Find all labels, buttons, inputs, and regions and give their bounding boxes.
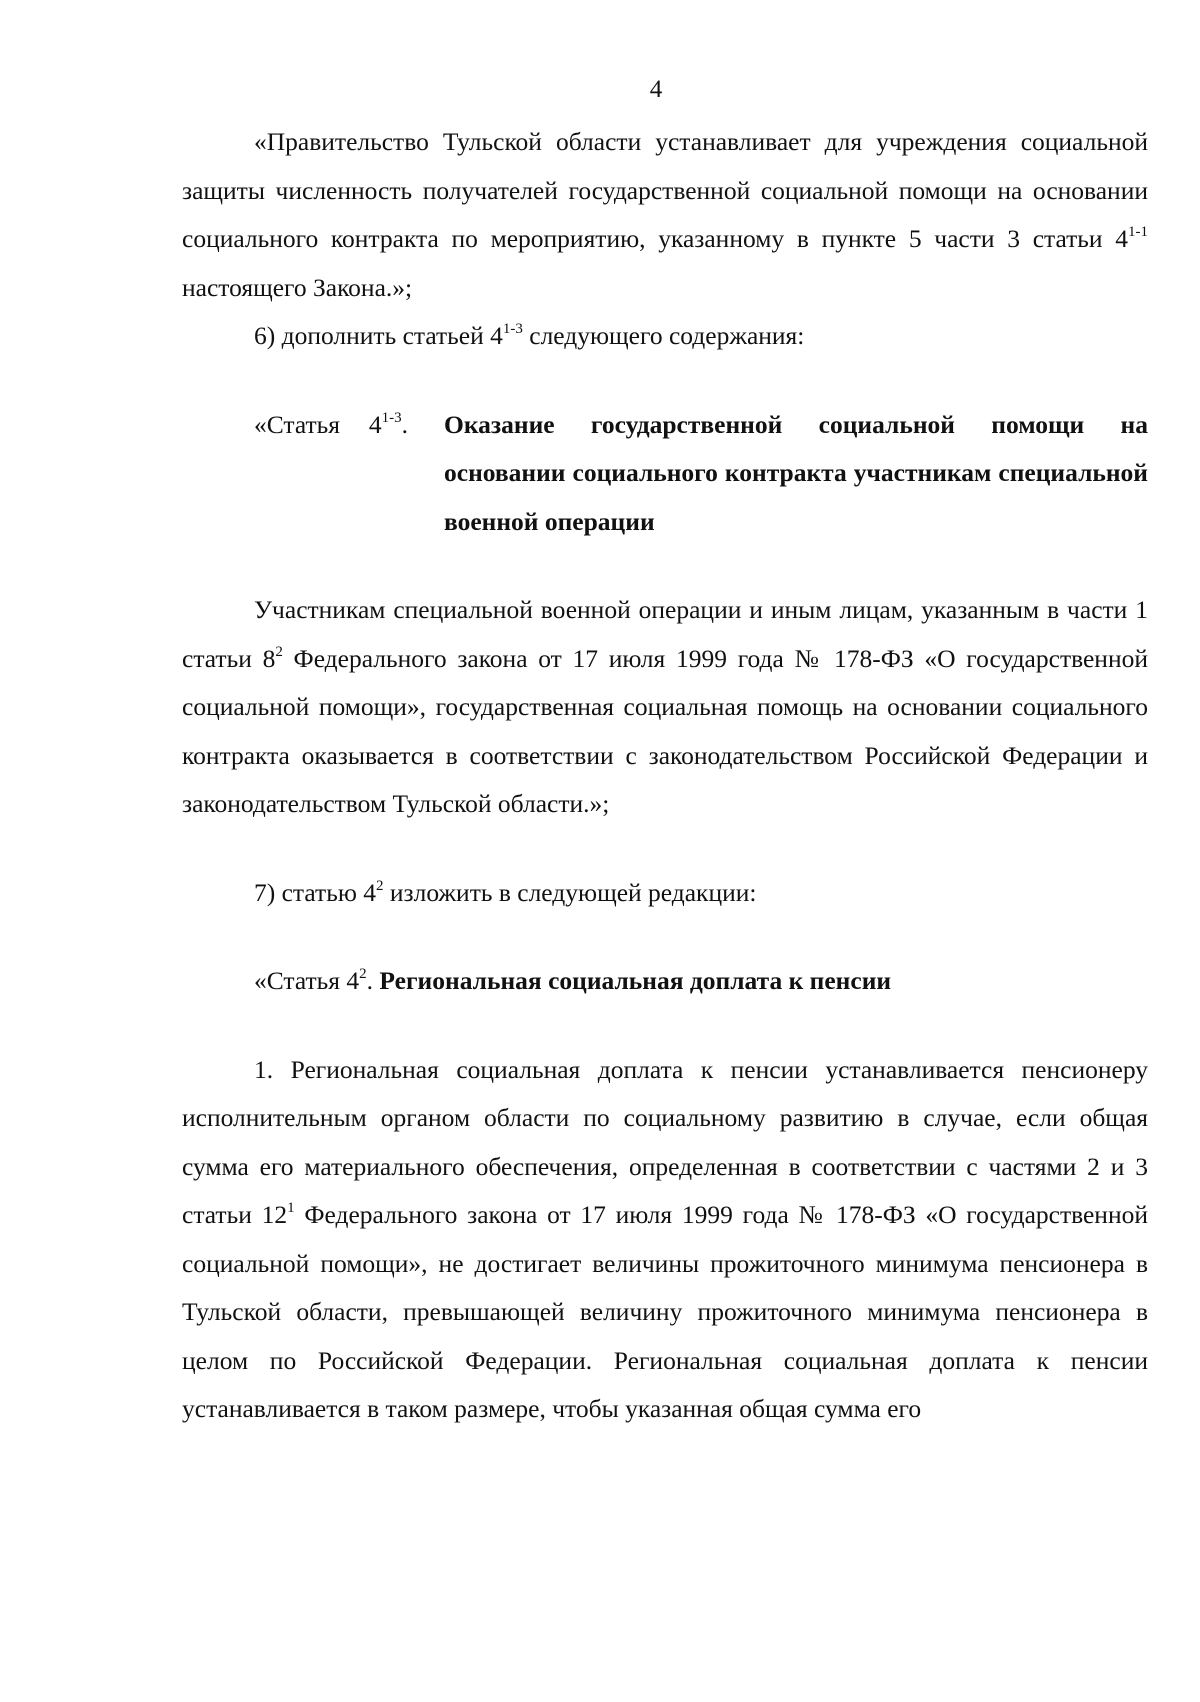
superscript: 1-3 [381,409,402,426]
article-word: «Статья [254,409,341,439]
paragraph-text: Федерального закона от 17 июля 1999 года № 178-ФЗ «О государственной социальной помощи», государственная социальная помощь на основании социального контракта оказывается в соответствии с законодательством Российской Федерации и законодательством Тульской области.»; [182,643,1148,818]
paragraph-text: Участникам специальной военной операции и иным лицам, указанным в части 1 статьи 8 [182,595,1148,673]
article-heading-4-1-3 [182,401,1148,547]
superscript: 1-1 [1128,224,1148,240]
paragraph-text: 6) дополнить статьей 4 [254,321,503,350]
paragraph-text: 7) статью 4 [254,877,376,907]
article-number [369,401,408,450]
paragraph-part-1 [182,1046,1148,1434]
paragraph-text: настоящего Закона.»; [182,272,413,302]
page-number: 4 [649,76,663,103]
article-title: Региональная социальная доплата к пенсии [379,966,892,995]
paragraph-government-quota [182,118,1148,312]
paragraph-item-7 [182,869,1148,918]
article-heading-4-2 [182,957,1148,1006]
article-label [182,401,444,450]
paragraph-text: изложить в следующей редакции: [383,877,757,907]
document-body [182,118,1148,1434]
superscript: 2 [275,643,283,660]
superscript: 2 [376,877,384,894]
paragraph-item-6 [182,312,1148,361]
article-number-dot: . [401,409,408,439]
paragraph-text: следующего содержания: [522,321,805,350]
article-word: «Статья 4 [254,966,360,995]
paragraph-text: 1. Региональная социальная доплата к пенсии устанавливается пенсионеру исполнительным органом области по социальному развитию в случае, если общая сумма его материального обеспечения, определенная в соответствии с частями 2 и 3 статьи 12 [182,1054,1148,1229]
article-number-dot: . [366,966,380,995]
article-title: Оказание государственной социальной помощи на основании социального контракта участникам специальной военной операции [444,409,1148,536]
superscript: 1-3 [502,321,523,337]
superscript: 1 [287,1200,295,1216]
superscript: 2 [359,966,367,982]
article-number-main: 4 [368,409,382,439]
paragraph-text: Федерального закона от 17 июля 1999 года № 178-ФЗ «О государственной социальной помощи», не достигает величины прожиточного минимума пенсионера в Тульской области, превышающей величину прожиточного минимума пенсионера в целом по Российской Федерации. Региональная социальная доплата к пенсии устанавливается в таком размере, чтобы указанная общая сумма его [182,1200,1148,1423]
paragraph-svo-participants [182,586,1148,829]
paragraph-text: «Правительство Тульской области устанавливает для учреждения социальной защиты численность получателей государственной социальной помощи на основании социального контракта по мероприятию, указанному в пункте 5 части 3 статьи 4 [182,127,1148,253]
